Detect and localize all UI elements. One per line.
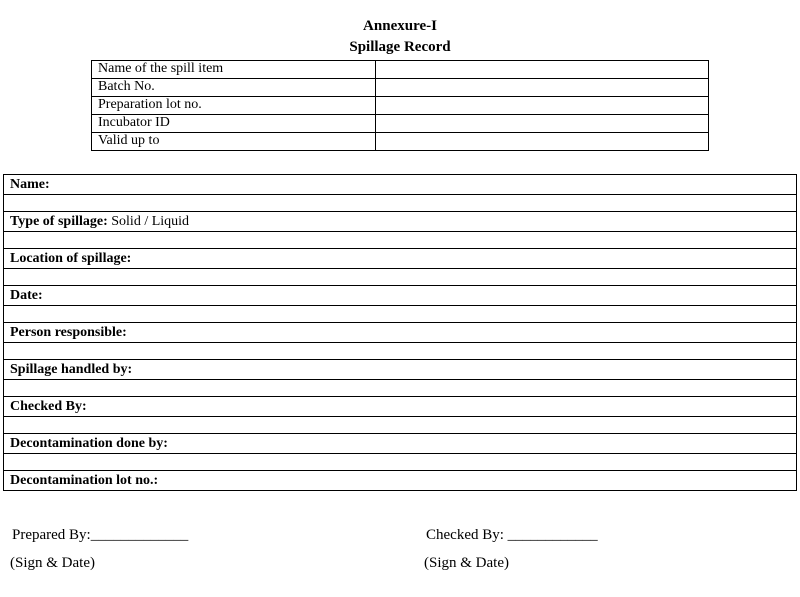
decontamination-by-label: Decontamination done by:	[10, 435, 168, 451]
blank-row[interactable]	[4, 380, 797, 397]
blank-row[interactable]	[4, 232, 797, 249]
table-row	[4, 380, 797, 397]
table-row	[4, 269, 797, 286]
decontamination-lot-field[interactable]	[4, 471, 797, 491]
checked-by-sign-date: (Sign & Date)	[424, 555, 509, 571]
table-row	[4, 175, 797, 195]
table-row	[92, 79, 709, 97]
location-label: Location of spillage:	[10, 250, 132, 266]
spill-item-name-field[interactable]	[376, 61, 709, 79]
checked-by-field[interactable]	[4, 397, 797, 417]
person-responsible-field[interactable]	[4, 323, 797, 343]
spillage-type-options: Solid / Liquid	[107, 213, 190, 229]
spillage-record-table	[3, 174, 797, 491]
table-row	[92, 97, 709, 115]
table-row	[4, 212, 797, 232]
table-row	[4, 471, 797, 491]
table-row	[4, 323, 797, 343]
table-row	[4, 306, 797, 323]
table-row	[92, 133, 709, 151]
handled-by-field[interactable]	[4, 360, 797, 380]
annexure-heading: Annexure-I	[363, 18, 437, 34]
table-row	[4, 249, 797, 269]
spillage-type-label: Type of spillage:	[10, 213, 108, 229]
table-row	[4, 286, 797, 306]
table-row	[4, 454, 797, 471]
decontamination-lot-label: Decontamination lot no.:	[10, 472, 159, 488]
table-row	[4, 195, 797, 212]
handled-by-label: Spillage handled by:	[10, 361, 133, 377]
person-responsible-label: Person responsible:	[10, 324, 127, 340]
spillage-type-field[interactable]	[4, 212, 797, 232]
table-row	[4, 343, 797, 360]
page-title: Spillage Record	[349, 39, 451, 55]
spill-item-name-label: Name of the spill item	[92, 61, 376, 79]
table-row	[4, 360, 797, 380]
preparation-lot-field[interactable]	[376, 97, 709, 115]
blank-row[interactable]	[4, 454, 797, 471]
batch-no-label: Batch No.	[92, 79, 376, 97]
blank-row[interactable]	[4, 269, 797, 286]
blank-row[interactable]	[4, 417, 797, 434]
date-label: Date:	[10, 287, 43, 303]
prepared-by-sign-date: (Sign & Date)	[10, 555, 95, 571]
checked-by-line: Checked By: ____________	[426, 527, 598, 543]
table-row	[92, 115, 709, 133]
name-label: Name:	[10, 176, 50, 192]
decontamination-by-field[interactable]	[4, 434, 797, 454]
prepared-by-line: Prepared By:_____________	[12, 527, 189, 543]
table-row	[4, 417, 797, 434]
date-field[interactable]	[4, 286, 797, 306]
batch-no-field[interactable]	[376, 79, 709, 97]
spill-item-table	[91, 60, 709, 151]
location-field[interactable]	[4, 249, 797, 269]
preparation-lot-label: Preparation lot no.	[92, 97, 376, 115]
incubator-id-field[interactable]	[376, 115, 709, 133]
name-field[interactable]	[4, 175, 797, 195]
table-row	[4, 397, 797, 417]
blank-row[interactable]	[4, 343, 797, 360]
blank-row[interactable]	[4, 306, 797, 323]
valid-up-to-field[interactable]	[376, 133, 709, 151]
checked-by-label: Checked By:	[10, 398, 87, 414]
table-row	[92, 61, 709, 79]
table-row	[4, 434, 797, 454]
valid-up-to-label: Valid up to	[92, 133, 376, 151]
blank-row[interactable]	[4, 195, 797, 212]
incubator-id-label: Incubator ID	[92, 115, 376, 133]
table-row	[4, 232, 797, 249]
